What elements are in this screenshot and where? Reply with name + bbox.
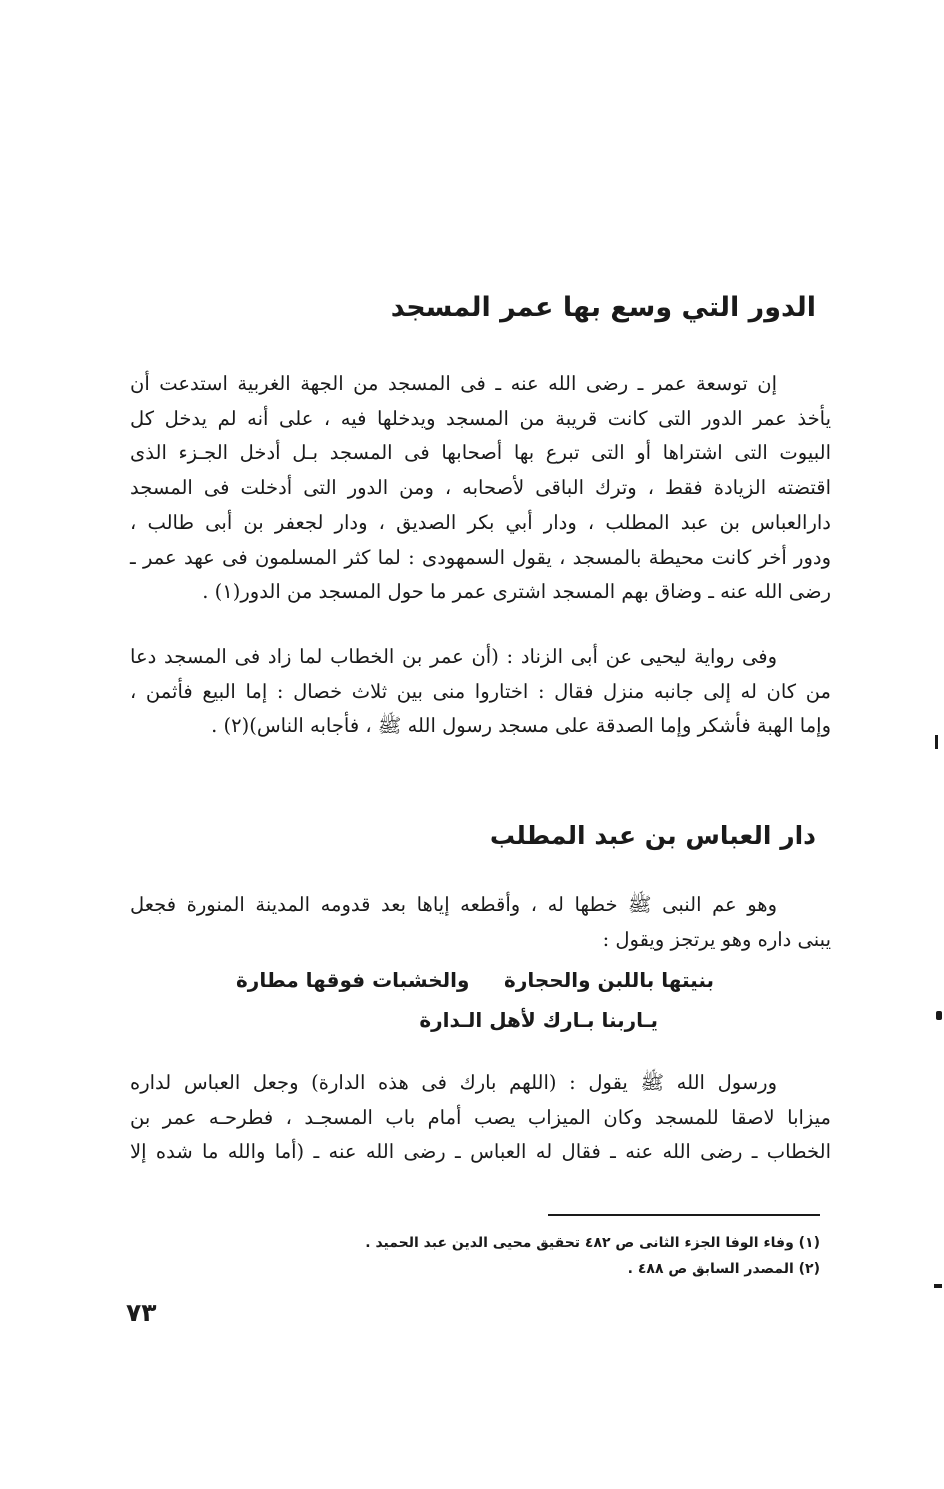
- text-line: اقتضته الزيادة فقط ، وترك الباقى لأصحابه ، ومن الدور التى أدخلت فى المسجد: [130, 476, 831, 500]
- scan-edge-mark: [935, 735, 938, 749]
- footnote-2: (٢) المصدر السابق ص ٤٨٨ .: [627, 1261, 820, 1277]
- text-line: وفى رواية ليحيى عن أبى الزناد : (أن عمر بن الخطاب لما زاد فى المسجد دعا: [130, 645, 777, 668]
- text-line: يبنى داره وهو يرتجز ويقول :: [602, 927, 831, 951]
- text-line: دارالعباس بن عبد المطلب ، ودار أبي بكر الصديق ، ودار لجعفر بن أبى طالب ،: [130, 510, 831, 534]
- footnote-1: (١) وفاء الوفا الجزء الثانى ص ٤٨٢ تحقيق محيى الدين عبد الحميد .: [365, 1235, 820, 1251]
- paragraph-abbas-intro: [130, 888, 831, 957]
- text-line: الخطاب ـ رضى الله عنه ـ فقال له العباس ـ رضى الله عنه ـ (أما والله ما شده إلا: [130, 1140, 831, 1164]
- paragraph-expansion: [130, 367, 831, 610]
- text-line: رضى الله عنه ـ وضاق بهم المسجد اشترى عمر ما حول المسجد من الدور(١) .: [202, 580, 831, 604]
- text-line: يأخذ عمر الدور التى كانت قريبة من المسجد ويدخلها فيه ، على أنه لم يدخل كل: [130, 406, 831, 430]
- scan-edge-mark: [934, 1284, 942, 1288]
- scan-edge-mark: [936, 1011, 942, 1020]
- section-heading-expansion-houses: الدور التي وسع بها عمر المسجد: [390, 292, 816, 323]
- page-number: ٧٣: [126, 1298, 157, 1327]
- paragraph-abu-zinad-narration: [130, 640, 831, 744]
- text-line: ميزابا لاصقا للمسجد وكان الميزاب يصب أمام باب المسجـد ، فطرحـه عمر بن: [130, 1105, 831, 1129]
- text-line: البيوت التى اشتراها أو التى تبرع بها أصحابها فى المسجد بـل أدخل الجـزء الذى: [130, 441, 831, 465]
- footnotes: [365, 1230, 820, 1282]
- text-line: ورسول الله ﷺ يقول : (اللهم بارك فى هذه الدارة) وجعل العباس لداره: [130, 1071, 777, 1094]
- verse-hemistich-right: بنيتها باللبن والحجارة: [504, 968, 714, 992]
- text-line: وإما الهبة فأشكر وإما الصدقة على مسجد رسول الله ﷺ ، فأجابه الناس)(٢) .: [211, 714, 831, 738]
- verse-hemistich-left: والخشبات فوقها مطارة: [236, 968, 470, 992]
- text-line: إن توسعة عمر ـ رضى الله عنه ـ فى المسجد من الجهة الغربية استدعت أن: [130, 372, 777, 395]
- footnote-separator: [548, 1214, 820, 1216]
- text-line: وهو عم النبى ﷺ خطها له ، وأقطعه إياها بعد قدومه المدينة المنورة فجعل: [130, 893, 777, 916]
- section-heading-abbas-house: دار العباس بن عبد المطلب: [489, 821, 816, 850]
- text-line: من كان له إلى جانبه منزل فقال : اختاروا منى بين ثلاث خصال : إما البيع فأثمن ،: [130, 679, 831, 703]
- verse-second-line: يـاربنا بـارك لأهل الـدارة: [419, 1008, 658, 1032]
- text-line: ودور أخر كانت محيطة بالمسجد ، يقول السمهودى : لما كثر المسلمون فى عهد عمر ـ: [130, 545, 831, 569]
- paragraph-abbas-gutter: [130, 1066, 831, 1170]
